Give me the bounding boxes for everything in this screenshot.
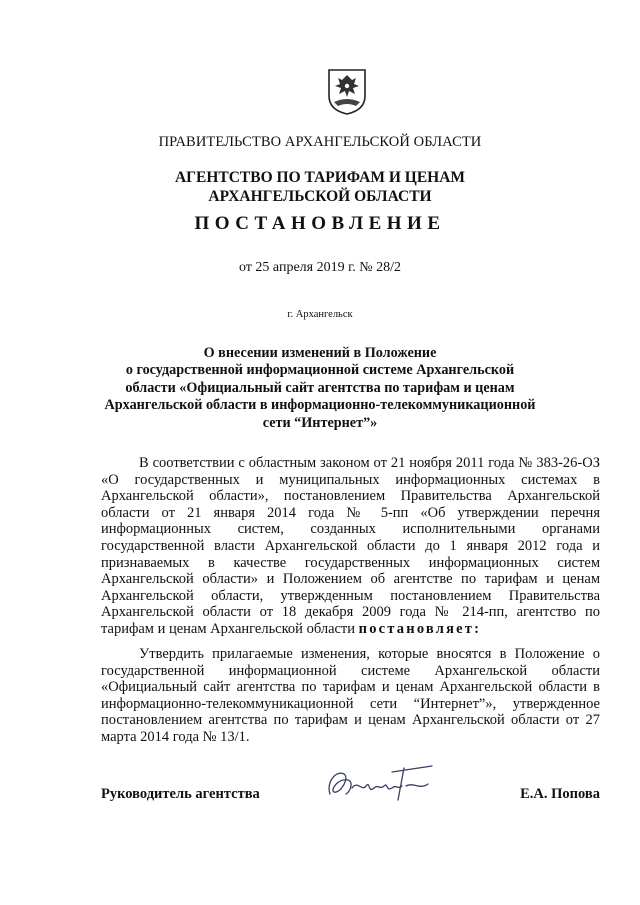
document-title: [90, 345, 550, 432]
paragraph-1-text: В соответствии с областным законом от 21 ноября 2011 года № 383-26-ОЗ «О государственных и муниципальных информационных системах в Архангельской области», постановлением Правительства Архангельской области от 21 января 2014 года № 5-пп «Об утверждении перечня информационных систем, созданных исполнительными органами государственной власти Архангельской области до 1 января 2012 года и признаваемых в качестве государственных информационных систем Архангельской области» и Положением об агентстве по тарифам и ценам Архангельской области, утвержденным постановлением Правительства Архангельской области от 18 декабря 2009 года № 214-пп, агентство по тарифам и ценам Архангельской области: [101, 455, 600, 637]
agency-name-line-1: АГЕНТСТВО ПО ТАРИФАМ И ЦЕНАМ: [174, 169, 466, 186]
body-paragraph-1: [101, 455, 600, 638]
agency-name-line-2: АРХАНГЕЛЬСКОЙ ОБЛАСТИ: [208, 188, 432, 205]
title-line-2: о государственной информационной системе Архангельской: [125, 362, 515, 379]
decree-word: постановляет:: [358, 620, 482, 637]
body-paragraph-2: [101, 646, 600, 746]
title-line-4: Архангельской области в информационно-телекоммуникационной: [104, 397, 536, 414]
government-name: ПРАВИТЕЛЬСТВО АРХАНГЕЛЬСКОЙ ОБЛАСТИ: [158, 134, 482, 150]
title-line-5: сети “Интернет”»: [262, 414, 378, 431]
signer-name: Е.А. Попова: [520, 786, 600, 802]
coat-of-arms-icon: [326, 66, 368, 116]
title-line-3: области «Официальный сайт агентства по тарифам и ценам: [125, 379, 515, 396]
paragraph-2-text: Утвердить прилагаемые изменения, которые вносятся в Положение о государственной информационной системе Архангельской области «Официальный сайт агентства по тарифам и ценам Архангельской области в информационно-телекоммуникационной сети “Интернет”», утвержденное постановлением агентства по тарифам и ценам Архангельской области от 27 марта 2014 года № 13/1.: [101, 646, 600, 745]
signer-position: Руководитель агентства: [101, 786, 260, 802]
document-place: г. Архангельск: [287, 309, 353, 320]
handwritten-signature: [322, 760, 452, 810]
document-type: ПОСТАНОВЛЕНИЕ: [194, 213, 446, 234]
document-date-number: от 25 апреля 2019 г. № 28/2: [238, 260, 401, 275]
title-line-1: О внесении изменений в Положение: [203, 345, 437, 361]
agency-name: [0, 168, 640, 206]
